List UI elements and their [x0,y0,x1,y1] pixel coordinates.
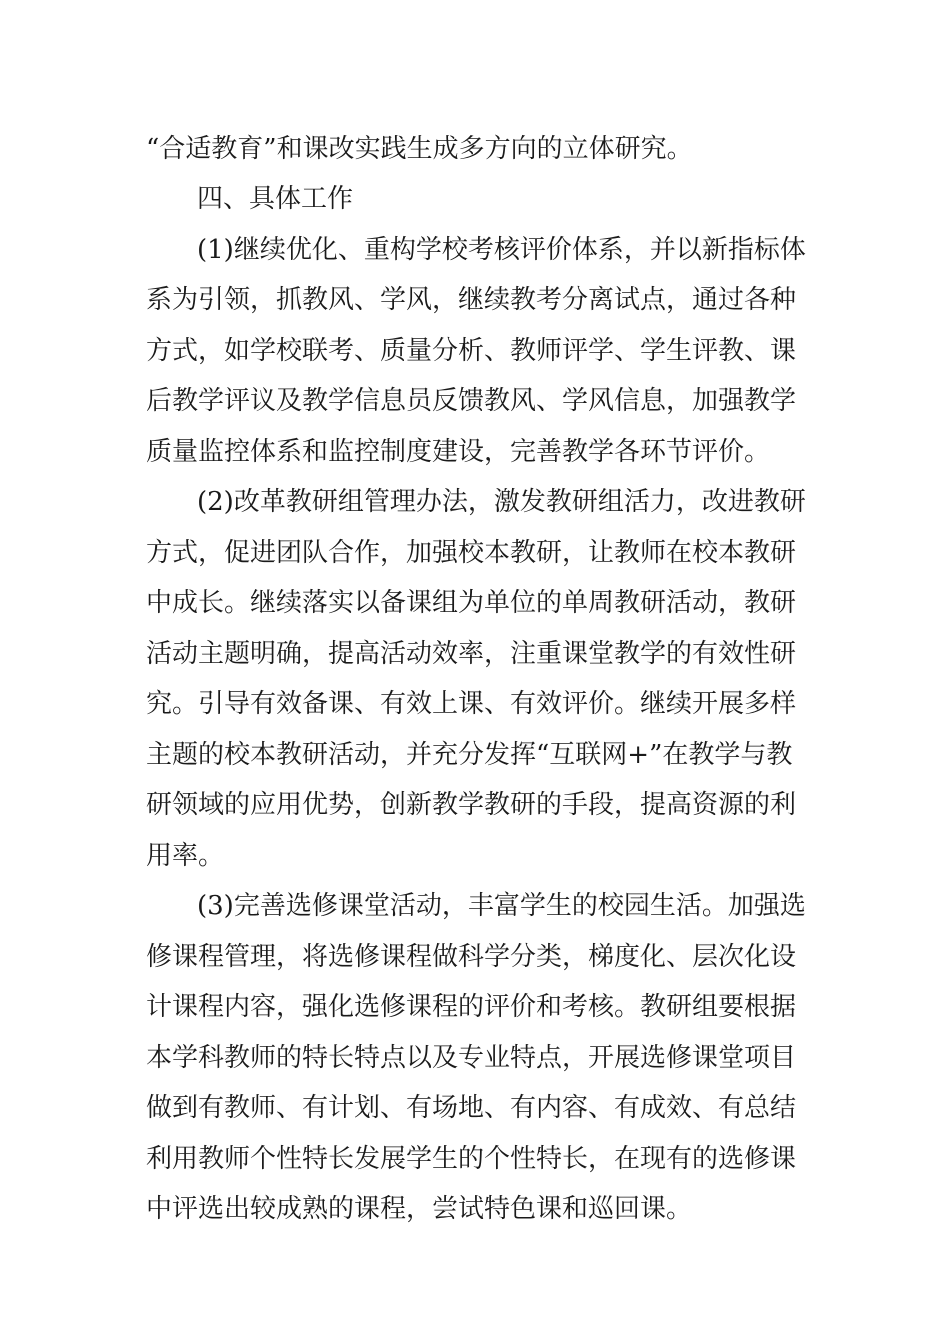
text-line: 究。引导有效备课、有效上课、有效评价。继续开展多样 [146,689,797,719]
text-line: 本学科教师的特长特点以及专业特点，开展选修课堂项目 [146,1043,797,1073]
text-line: 研领域的应用优势，创新教学教研的手段，提高资源的利 [146,790,797,820]
text-line: 中评选出较成熟的课程，尝试特色课和巡回课。 [146,1194,693,1224]
text-line: “合适教育”和课改实践生成多方向的立体研究。 [146,134,693,164]
text-line: 修课程管理，将选修课程做科学分类，梯度化、层次化设 [146,942,797,972]
text-line: 用率。 [146,841,225,871]
text-line: 方式，促进团队合作，加强校本教研，让教师在校本教研 [146,538,797,568]
text-line: (3)完善选修课堂活动，丰富学生的校园生活。加强选 [197,891,806,921]
text-line: 做到有教师、有计划、有场地、有内容、有成效、有总结 [146,1093,797,1123]
text-line: 活动主题明确，提高活动效率，注重课堂教学的有效性研 [146,639,797,669]
text-line: 方式，如学校联考、质量分析、教师评学、学生评教、课 [146,336,797,366]
text-line: 质量监控体系和监控制度建设，完善教学各环节评价。 [146,437,771,467]
text-line: 后教学评议及教学信息员反馈教风、学风信息，加强教学 [146,386,797,416]
text-line: 主题的校本教研活动，并充分发挥“互联网+”在教学与教 [146,740,793,770]
text-line: 系为引领，抓教风、学风，继续教考分离试点，通过各种 [146,285,797,315]
text-line: (2)改革教研组管理办法，激发教研组活力，改进教研 [197,487,806,517]
text-line: 利用教师个性特长发展学生的个性特长，在现有的选修课 [146,1144,797,1174]
text-line: (1)继续优化、重构学校考核评价体系，并以新指标体 [197,235,806,265]
section-heading: 四、具体工作 [197,184,354,214]
text-line: 中成长。继续落实以备课组为单位的单周教研活动，教研 [146,588,797,618]
text-line: 计课程内容，强化选修课程的评价和考核。教研组要根据 [146,992,797,1022]
